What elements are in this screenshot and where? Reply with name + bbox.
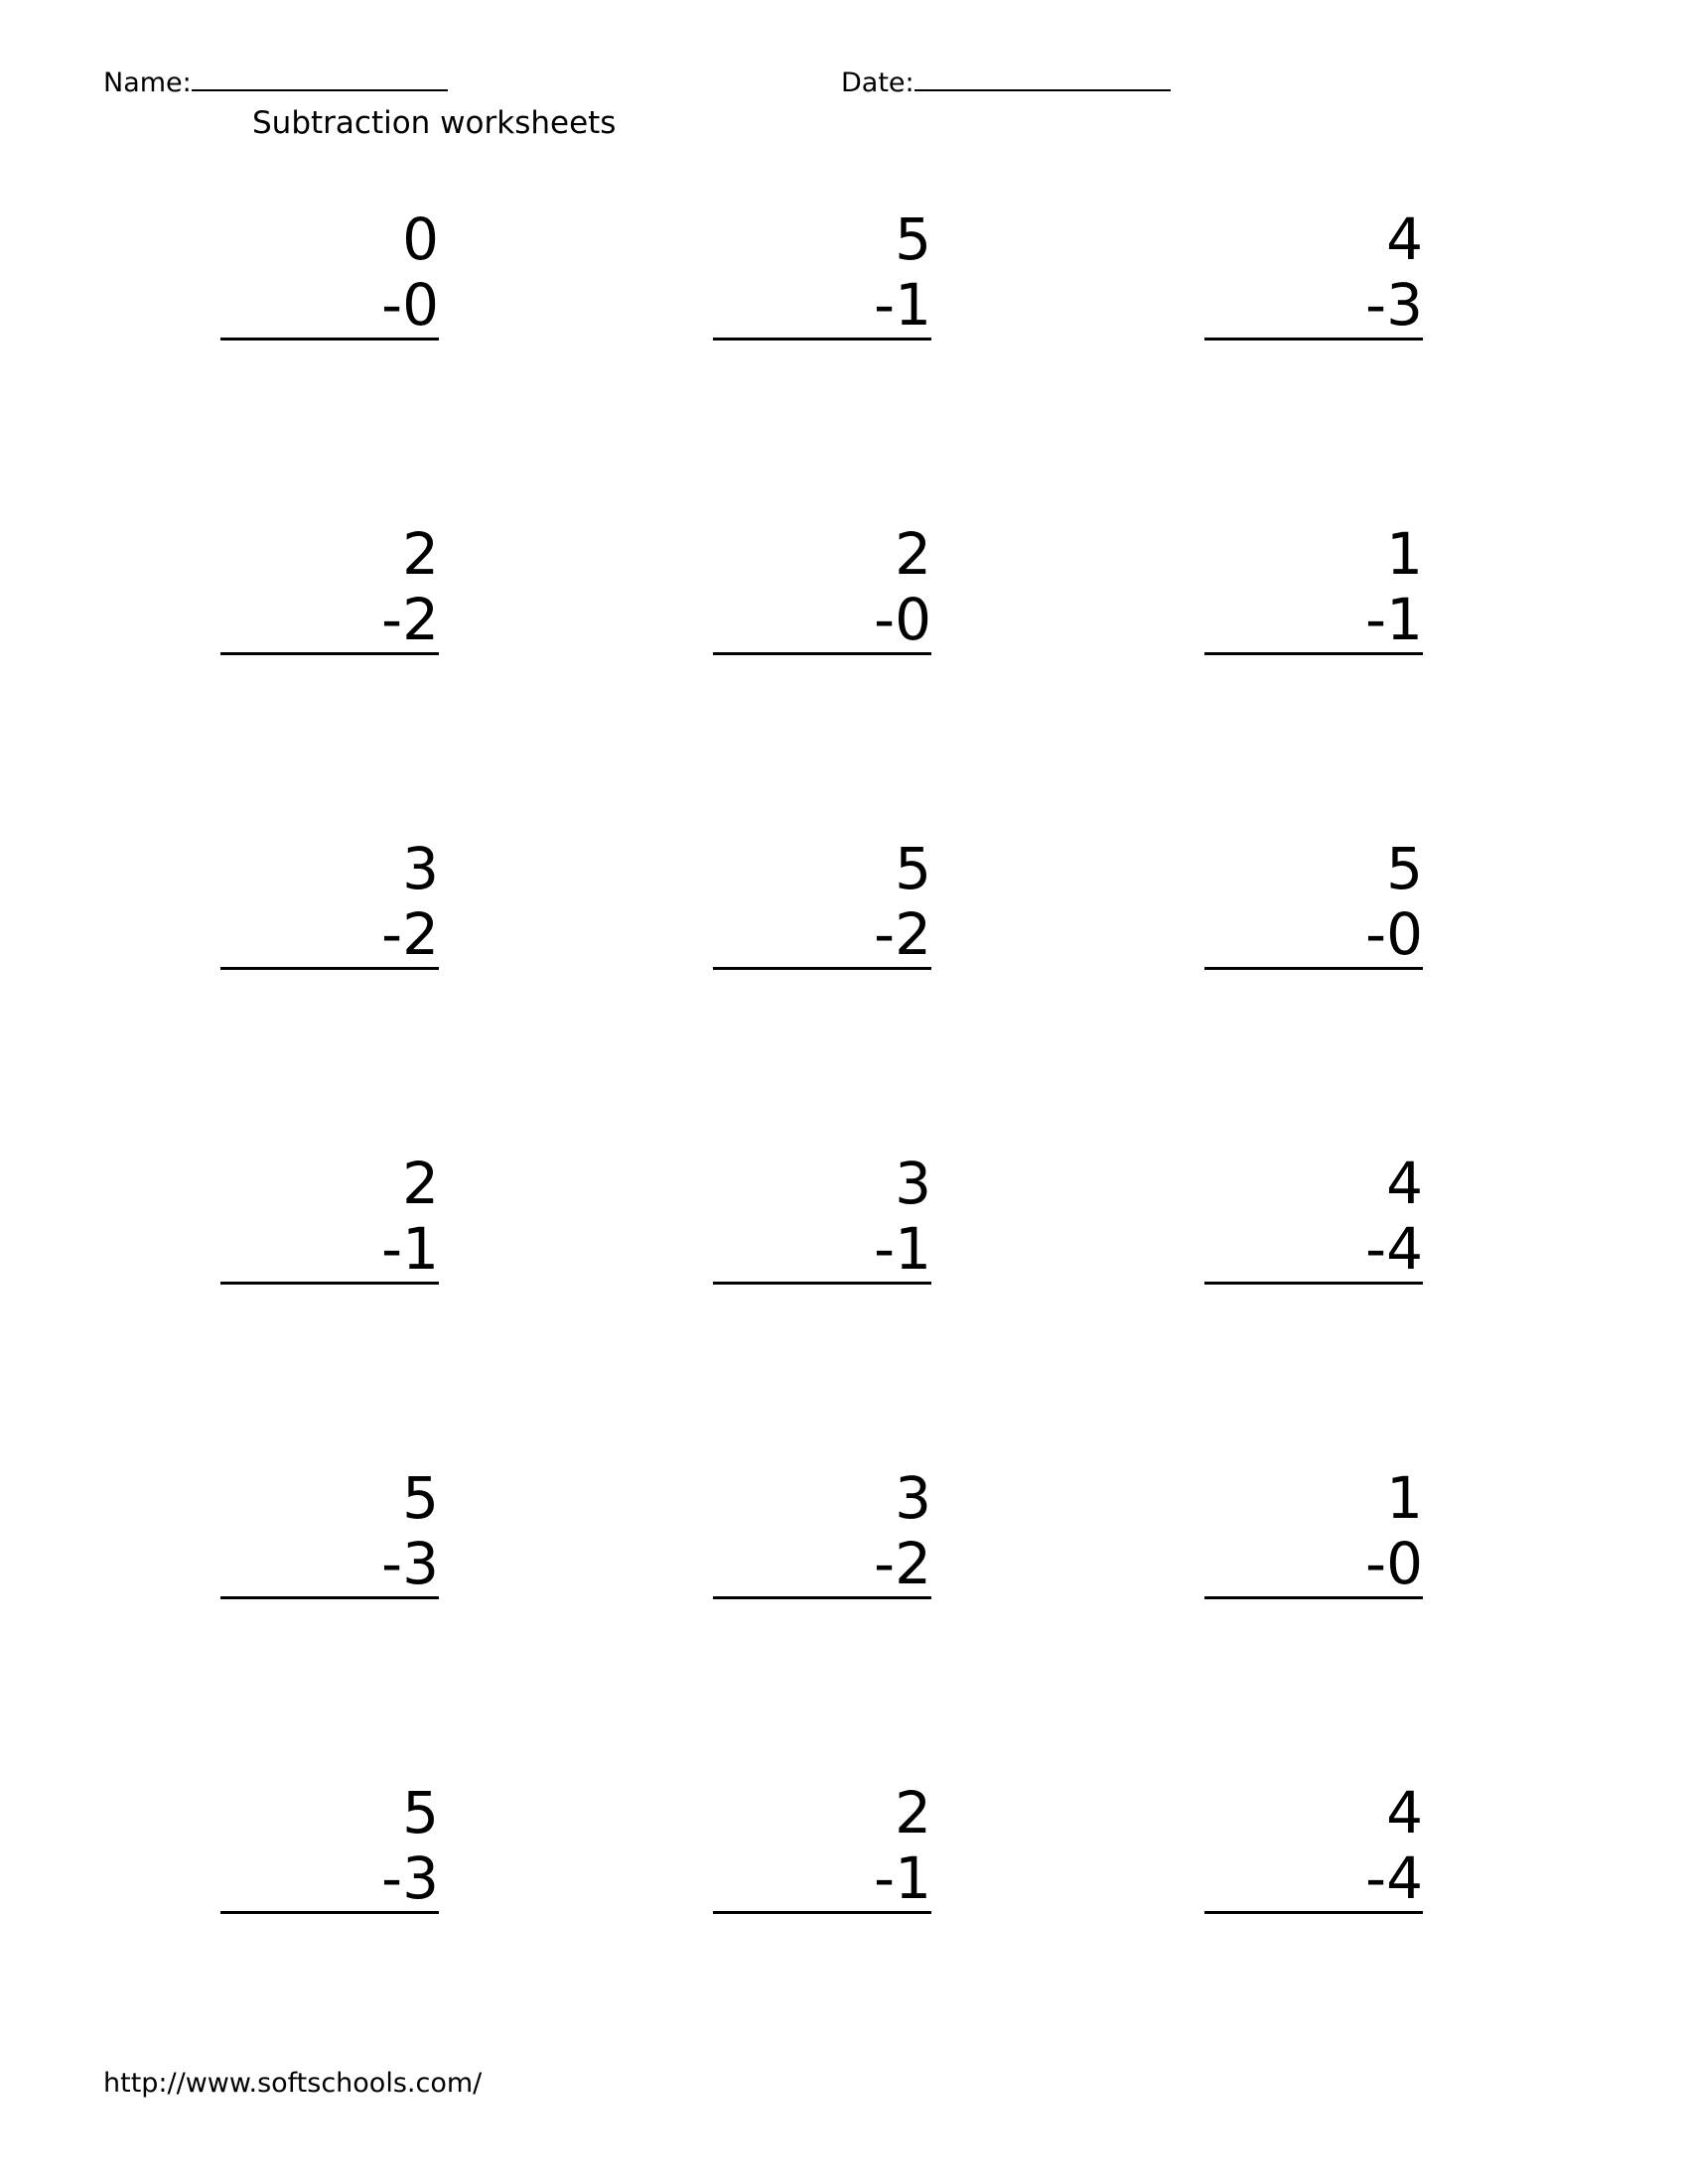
footer-url: http://www.softschools.com/ [103, 2068, 483, 2099]
minuend: 5 [895, 205, 931, 273]
minuend: 4 [1386, 205, 1423, 273]
subtraction-problem [713, 206, 931, 341]
worksheet-title: Subtraction worksheets [252, 105, 617, 141]
date-label: Date: [841, 68, 914, 98]
subtraction-problem [713, 1780, 931, 1914]
minuend: 4 [1386, 1779, 1423, 1846]
subtraction-problem [220, 836, 439, 970]
subtraction-problem [1204, 206, 1423, 341]
minuend: 5 [402, 1464, 439, 1532]
minuend: 1 [1386, 520, 1423, 588]
minuend: 1 [1386, 1464, 1423, 1532]
subtrahend: -0 [713, 587, 931, 655]
subtrahend: -0 [1204, 901, 1423, 970]
subtraction-problem [220, 1151, 439, 1285]
subtraction-problem [1204, 1465, 1423, 1599]
subtraction-problem [713, 521, 931, 655]
subtraction-problem [1204, 836, 1423, 970]
subtrahend: -2 [713, 1531, 931, 1599]
subtraction-problem [713, 1151, 931, 1285]
subtrahend: -2 [713, 901, 931, 970]
subtrahend: -1 [713, 1845, 931, 1914]
subtraction-problem [713, 836, 931, 970]
minuend: 3 [895, 1464, 931, 1532]
subtrahend: -4 [1204, 1216, 1423, 1285]
subtrahend: -3 [220, 1531, 439, 1599]
subtraction-problem [713, 1465, 931, 1599]
subtraction-problem [1204, 1780, 1423, 1914]
date-blank[interactable] [914, 66, 1171, 91]
subtrahend: -0 [1204, 1531, 1423, 1599]
subtraction-problem [220, 1465, 439, 1599]
minuend: 4 [1386, 1150, 1423, 1217]
minuend: 3 [895, 1150, 931, 1217]
subtrahend: -2 [220, 901, 439, 970]
minuend: 5 [402, 1779, 439, 1846]
subtraction-problem [220, 206, 439, 341]
minuend: 0 [402, 205, 439, 273]
name-field [103, 66, 448, 98]
name-blank[interactable] [192, 66, 448, 91]
minuend: 5 [895, 835, 931, 902]
subtraction-problem [1204, 1151, 1423, 1285]
date-field [841, 66, 1171, 98]
subtraction-problem [220, 521, 439, 655]
subtrahend: -1 [1204, 587, 1423, 655]
name-label: Name: [103, 68, 192, 98]
minuend: 3 [402, 835, 439, 902]
subtrahend: -1 [713, 272, 931, 341]
subtrahend: -1 [713, 1216, 931, 1285]
subtraction-problem [220, 1780, 439, 1914]
subtrahend: -1 [220, 1216, 439, 1285]
minuend: 2 [895, 520, 931, 588]
subtraction-problem [1204, 521, 1423, 655]
subtrahend: -2 [220, 587, 439, 655]
subtrahend: -3 [220, 1845, 439, 1914]
subtrahend: -0 [220, 272, 439, 341]
minuend: 2 [402, 520, 439, 588]
subtrahend: -4 [1204, 1845, 1423, 1914]
minuend: 5 [1386, 835, 1423, 902]
subtrahend: -3 [1204, 272, 1423, 341]
minuend: 2 [895, 1779, 931, 1846]
minuend: 2 [402, 1150, 439, 1217]
